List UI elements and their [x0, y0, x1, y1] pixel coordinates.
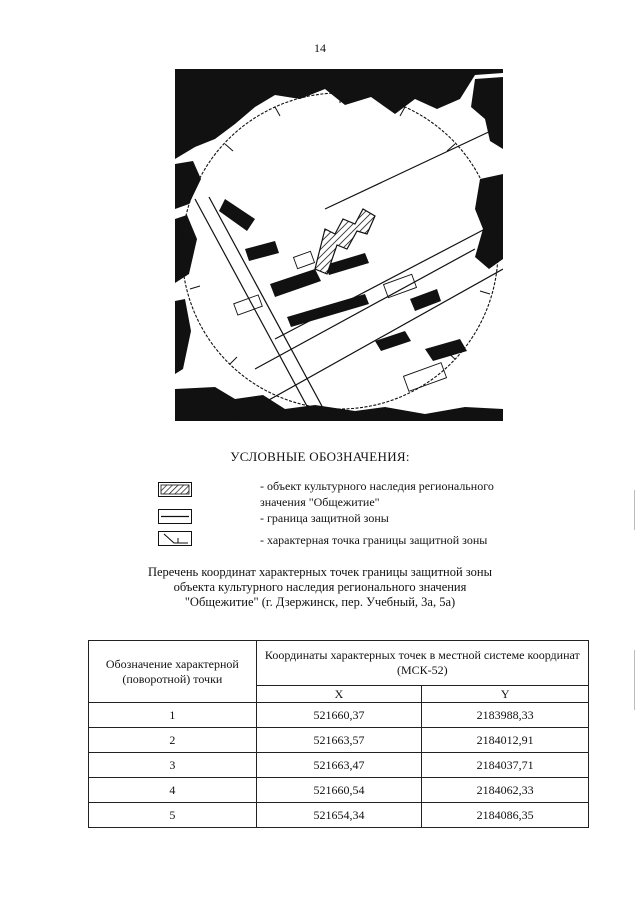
table-row: 1 521660,37 2183988,33 [89, 703, 589, 728]
scan-edge-mark [634, 650, 635, 710]
legend-boundary-text: - граница защитной зоны [260, 511, 389, 525]
list-title-line2: объекта культурного наследия регионального значения [173, 580, 467, 594]
header-x: X [256, 686, 422, 703]
table-row: 5 521654,34 2184086,35 [89, 803, 589, 828]
hatched-rectangle-icon [158, 482, 192, 497]
site-plan-map [175, 69, 503, 421]
boundary-line-icon [158, 509, 192, 524]
table-header-row [89, 641, 589, 686]
legend-heritage-line2: значения "Общежитие" [260, 495, 380, 509]
list-title-line3: "Общежитие" (г. Дзержинск, пер. Учебный, 3а, 5а) [184, 595, 456, 609]
header-point-designation: Обозначение характерной (поворотной) точки [89, 641, 257, 703]
table-row: 2 521663,57 2184012,91 [89, 728, 589, 753]
coordinates-table [88, 640, 589, 828]
coordinates-list-title [0, 565, 640, 610]
legend-heritage-line1: - объект культурного наследия регионального [260, 479, 494, 493]
legend-point-text: - характерная точка границы защитной зоны [260, 533, 488, 547]
header-y: Y [422, 686, 589, 703]
scan-edge-mark [634, 490, 635, 530]
table-row: 3 521663,47 2184037,71 [89, 753, 589, 778]
boundary-point-icon [158, 531, 192, 546]
table-row: 4 521660,54 2184062,33 [89, 778, 589, 803]
legend-title: УСЛОВНЫЕ ОБОЗНАЧЕНИЯ: [230, 449, 410, 464]
list-title-line1: Перечень координат характерных точек границы защитной зоны [147, 565, 493, 579]
page-number: 14 [314, 41, 326, 55]
header-coordinates: Координаты характерных точек в местной системе координат (МСК-52) [256, 641, 588, 686]
